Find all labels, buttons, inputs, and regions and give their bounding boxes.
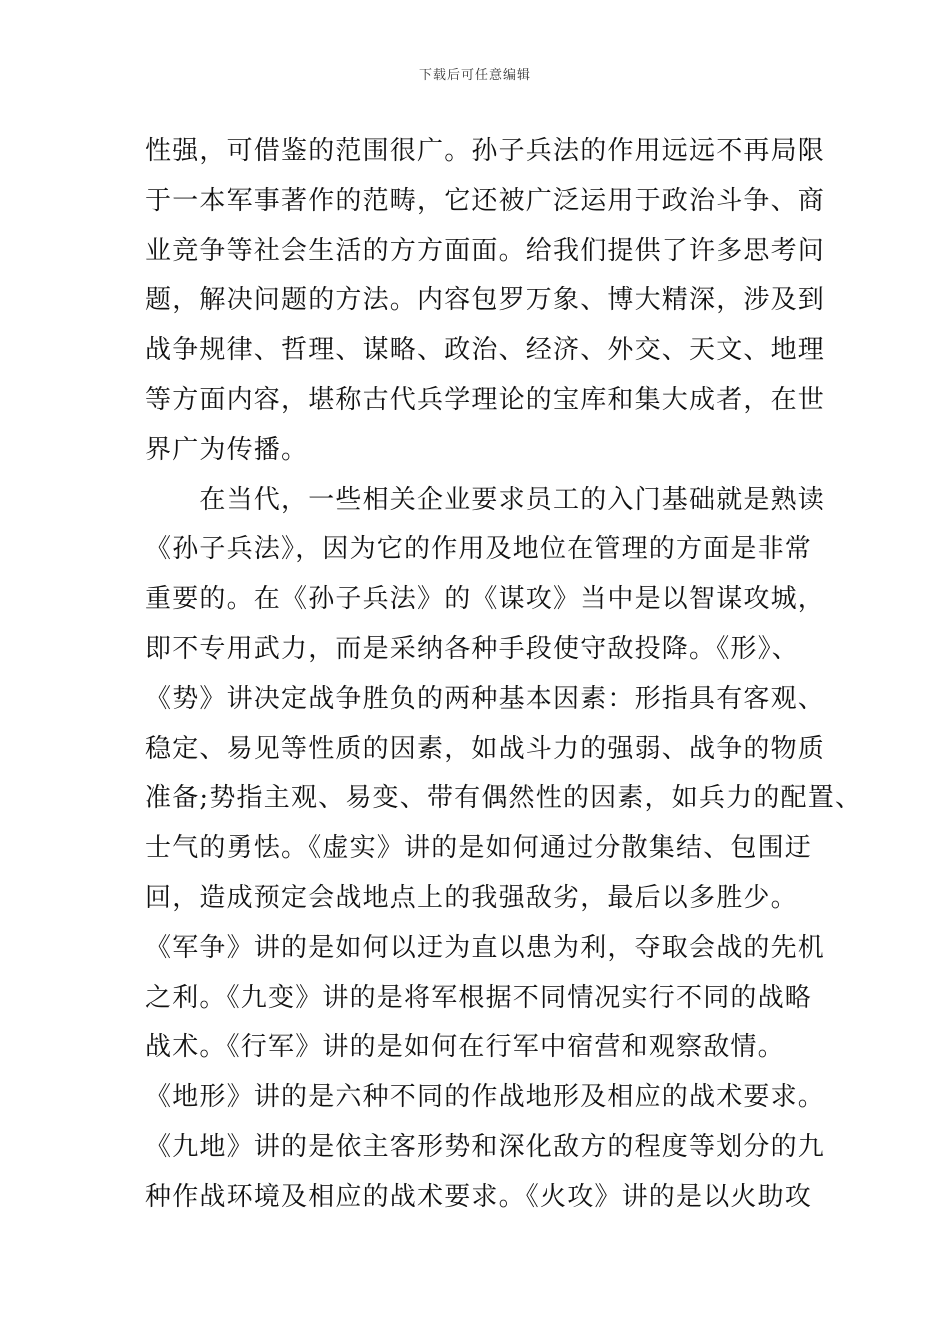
text-line: 于一本军事著作的范畴，它还被广泛运用于政治斗争、商 — [145, 185, 826, 216]
text-line: 战争规律、哲理、谋略、政治、经济、外交、天文、地理 — [145, 335, 826, 366]
text-line: 在当代，一些相关企业要求员工的入门基础就是熟读 — [145, 484, 826, 515]
text-line: 之利。《九变》讲的是将军根据不同情况实行不同的战略 — [145, 982, 813, 1013]
text-line: 即不专用武力，而是采纳各种手段使守敌投降。《形》、 — [145, 633, 800, 664]
text-line: 《地形》讲的是六种不同的作战地形及相应的战术要求。 — [145, 1082, 826, 1113]
text-line: 《势》讲决定战争胜负的两种基本因素：形指具有客观、 — [145, 683, 826, 714]
text-line: 等方面内容，堪称古代兵学理论的宝库和集大成者，在世 — [145, 384, 826, 415]
text-line: 题，解决问题的方法。内容包罗万象、博大精深，涉及到 — [145, 285, 826, 316]
page-header: 下载后可任意编辑 — [418, 68, 531, 83]
text-line: 稳定、易见等性质的因素，如战斗力的强弱、战争的物质 — [145, 733, 826, 764]
text-line: 准备;势指主观、易变、带有偶然性的因素，如兵力的配置、 — [145, 783, 863, 814]
text-line: 界广为传播。 — [145, 434, 309, 465]
text-line: 回，造成预定会战地点上的我强敌劣，最后以多胜少。 — [145, 882, 798, 913]
text-line: 《孙子兵法》，因为它的作用及地位在管理的方面是非常 — [145, 534, 813, 565]
document-body — [145, 127, 863, 1223]
text-line: 《军争》讲的是如何以迂为直以患为利，夺取会战的先机 — [145, 932, 826, 963]
text-line: 战术。《行军》讲的是如何在行军中宿营和观察敌情。 — [145, 1032, 785, 1063]
text-line: 士气的勇怯。《虚实》讲的是如何通过分散集结、包围迂 — [145, 833, 813, 864]
text-line: 重要的。在《孙子兵法》的《谋攻》当中是以智谋攻城， — [145, 584, 826, 615]
text-line: 业竞争等社会生活的方方面面。给我们提供了许多思考问 — [145, 235, 826, 266]
text-line: 《九地》讲的是依主客形势和深化敌方的程度等划分的九 — [145, 1131, 826, 1162]
text-line: 种作战环境及相应的战术要求。《火攻》讲的是以火助攻 — [145, 1181, 813, 1212]
text-line: 性强，可借鉴的范围很广。孙子兵法的作用远远不再局限 — [145, 136, 826, 166]
